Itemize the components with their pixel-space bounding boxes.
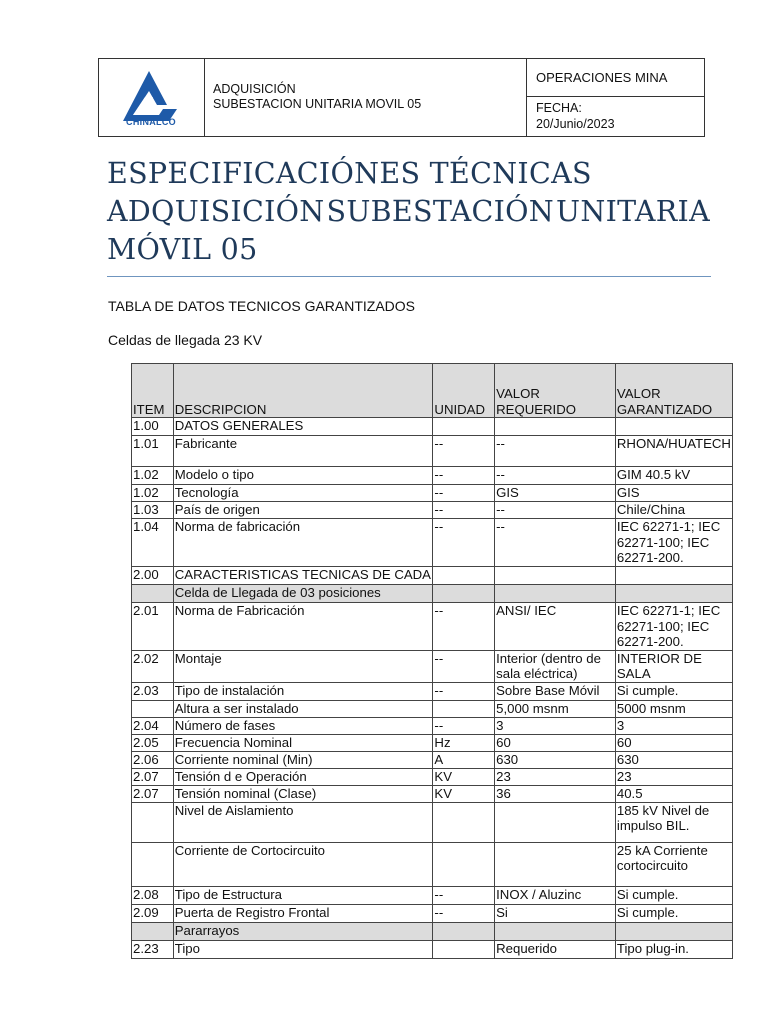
cell-item: 2.08 [132, 886, 174, 904]
table-row [132, 922, 733, 940]
table-row [132, 717, 733, 734]
table-row [132, 418, 733, 436]
cell-item: 1.01 [132, 436, 174, 467]
cell-required: Sobre Base Móvil [495, 682, 616, 700]
title-line1: ESPECIFICACIÓNES TÉCNICAS [107, 157, 592, 190]
cell-item: 1.04 [132, 519, 174, 567]
table-row [132, 751, 733, 768]
cell-guaranteed: INTERIOR DE SALA [615, 650, 732, 682]
cell-guaranteed: GIS [615, 485, 732, 502]
cell-required: -- [495, 467, 616, 485]
cell-guaranteed [615, 418, 732, 436]
cell-description: Norma de Fabricación [173, 603, 433, 651]
cell-item: 2.02 [132, 650, 174, 682]
cell-unit [433, 922, 495, 940]
cell-required: -- [495, 519, 616, 567]
table-row [132, 768, 733, 785]
header-required: VALOR REQUERIDO [495, 364, 616, 418]
cell-unit: A [433, 751, 495, 768]
cell-description: Pararrayos [173, 922, 433, 940]
cell-guaranteed: RHONA/HUATECH [615, 436, 732, 467]
cell-unit [433, 842, 495, 886]
cell-item: 2.07 [132, 768, 174, 785]
cell-guaranteed: Si cumple. [615, 682, 732, 700]
cell-required: 60 [495, 734, 616, 751]
cell-required [495, 418, 616, 436]
cell-unit: Hz [433, 734, 495, 751]
cell-unit [433, 802, 495, 842]
date-value: 20/Junio/2023 [536, 117, 615, 131]
header-guaranteed: VALOR GARANTIZADO [615, 364, 732, 418]
header-line1: ADQUISICIÓN [213, 82, 296, 96]
header-description: DESCRIPCION [173, 364, 433, 418]
cell-unit: KV [433, 785, 495, 802]
cell-required: 3 [495, 717, 616, 734]
cell-guaranteed: IEC 62271-1; IEC 62271-100; IEC 62271-200. [615, 519, 732, 567]
spec-table [131, 363, 733, 959]
cell-unit [433, 585, 495, 603]
date-label: FECHA: [536, 101, 582, 115]
cell-required [495, 802, 616, 842]
cell-item: 2.00 [132, 567, 174, 585]
table-row [132, 436, 733, 467]
cell-description: Tipo de instalación [173, 682, 433, 700]
cell-unit: KV [433, 768, 495, 785]
cell-description: Fabricante [173, 436, 433, 467]
cell-guaranteed: 3 [615, 717, 732, 734]
title-word: ADQUISICIÓN [107, 195, 325, 228]
table-row [132, 519, 733, 567]
title-line2 [107, 193, 710, 231]
cell-unit: -- [433, 717, 495, 734]
header-item: ITEM [132, 364, 174, 418]
header-description [205, 59, 527, 136]
cell-guaranteed [615, 567, 732, 585]
cell-description: Montaje [173, 650, 433, 682]
cell-item: 2.04 [132, 717, 174, 734]
cell-guaranteed: 40.5 [615, 785, 732, 802]
cell-guaranteed: IEC 62271-1; IEC 62271-100; IEC 62271-200. [615, 603, 732, 651]
cell-required: 23 [495, 768, 616, 785]
cell-required: -- [495, 502, 616, 519]
cell-description: Celda de Llegada de 03 posiciones [173, 585, 433, 603]
table-caption: TABLA DE DATOS TECNICOS GARANTIZADOS [108, 298, 416, 314]
table-row [132, 886, 733, 904]
header-department: OPERACIONES MINA [527, 59, 704, 97]
cell-item [132, 922, 174, 940]
cell-unit: -- [433, 485, 495, 502]
cell-item: 1.02 [132, 467, 174, 485]
cell-unit: -- [433, 650, 495, 682]
cell-guaranteed: Chile/China [615, 502, 732, 519]
logo-cell [99, 59, 205, 136]
cell-description: Altura a ser instalado [173, 700, 433, 717]
table-row [132, 700, 733, 717]
cell-description: País de origen [173, 502, 433, 519]
cell-unit: -- [433, 436, 495, 467]
title-word: UNITARIA [556, 195, 710, 228]
document-header [98, 58, 705, 137]
cell-required: Requerido [495, 940, 616, 958]
cell-guaranteed [615, 922, 732, 940]
cell-required [495, 842, 616, 886]
table-row [132, 940, 733, 958]
cell-unit [433, 700, 495, 717]
header-date-cell [527, 97, 704, 136]
cell-guaranteed: 630 [615, 751, 732, 768]
cell-unit [433, 418, 495, 436]
cell-required: Interior (dentro de sala eléctrica) [495, 650, 616, 682]
cell-required: -- [495, 436, 616, 467]
cell-item: 2.23 [132, 940, 174, 958]
table-row [132, 734, 733, 751]
table-row [132, 650, 733, 682]
cell-unit: -- [433, 904, 495, 922]
cell-item: 2.06 [132, 751, 174, 768]
cell-guaranteed: Tipo plug-in. [615, 940, 732, 958]
cell-item: 1.03 [132, 502, 174, 519]
cell-required: ANSI/ IEC [495, 603, 616, 651]
cell-guaranteed: 185 kV Nivel de impulso BIL. [615, 802, 732, 842]
table-row [132, 603, 733, 651]
cell-required [495, 922, 616, 940]
title-line3: MÓVIL 05 [107, 233, 258, 266]
cell-description: Tecnología [173, 485, 433, 502]
cell-required: 630 [495, 751, 616, 768]
cell-description: Corriente nominal (Min) [173, 751, 433, 768]
header-line2: SUBESTACION UNITARIA MOVIL 05 [213, 97, 422, 111]
section-caption: Celdas de llegada 23 KV [108, 332, 263, 348]
table-header-row [132, 364, 733, 418]
table-row [132, 585, 733, 603]
cell-unit: -- [433, 502, 495, 519]
table-row [132, 567, 733, 585]
title-word: SUBESTACIÓN [326, 195, 555, 228]
cell-item: 2.07 [132, 785, 174, 802]
cell-description: Frecuencia Nominal [173, 734, 433, 751]
cell-unit: -- [433, 886, 495, 904]
table-row [132, 502, 733, 519]
cell-description: Tipo de Estructura [173, 886, 433, 904]
table-row [132, 842, 733, 886]
cell-description: DATOS GENERALES [173, 418, 433, 436]
cell-description: Número de fases [173, 717, 433, 734]
document-title [107, 155, 710, 269]
cell-unit: -- [433, 467, 495, 485]
cell-guaranteed: Si cumple. [615, 886, 732, 904]
cell-required: GIS [495, 485, 616, 502]
cell-required: INOX / Aluzinc [495, 886, 616, 904]
logo-text: CHINALCO [126, 117, 176, 127]
cell-guaranteed: 25 kA Corriente cortocircuito [615, 842, 732, 886]
cell-description: Nivel de Aislamiento [173, 802, 433, 842]
cell-guaranteed: 23 [615, 768, 732, 785]
table-row [132, 485, 733, 502]
cell-guaranteed: 60 [615, 734, 732, 751]
cell-required: 36 [495, 785, 616, 802]
title-rule [107, 276, 711, 277]
table-row [132, 682, 733, 700]
cell-guaranteed: 5000 msnm [615, 700, 732, 717]
cell-unit: -- [433, 519, 495, 567]
table-row [132, 904, 733, 922]
cell-guaranteed: Si cumple. [615, 904, 732, 922]
cell-description: Modelo o tipo [173, 467, 433, 485]
table-row [132, 467, 733, 485]
cell-unit [433, 940, 495, 958]
cell-description: Tensión nominal (Clase) [173, 785, 433, 802]
cell-unit [433, 567, 495, 585]
cell-guaranteed [615, 585, 732, 603]
cell-item: 1.00 [132, 418, 174, 436]
cell-description: Tipo [173, 940, 433, 958]
cell-item [132, 700, 174, 717]
table-row [132, 802, 733, 842]
cell-item: 2.03 [132, 682, 174, 700]
header-unit: UNIDAD [433, 364, 495, 418]
cell-description: CARACTERISTICAS TECNICAS DE CADA [173, 567, 433, 585]
cell-required [495, 567, 616, 585]
table-row [132, 785, 733, 802]
cell-item: 2.09 [132, 904, 174, 922]
cell-unit: -- [433, 682, 495, 700]
cell-item [132, 842, 174, 886]
cell-description: Puerta de Registro Frontal [173, 904, 433, 922]
cell-description: Corriente de Cortocircuito [173, 842, 433, 886]
cell-unit: -- [433, 603, 495, 651]
cell-item [132, 802, 174, 842]
cell-required: 5,000 msnm [495, 700, 616, 717]
cell-required [495, 585, 616, 603]
cell-item: 1.02 [132, 485, 174, 502]
cell-item [132, 585, 174, 603]
cell-required: Si [495, 904, 616, 922]
cell-description: Norma de fabricación [173, 519, 433, 567]
cell-item: 2.01 [132, 603, 174, 651]
cell-description: Tensión d e Operación [173, 768, 433, 785]
cell-guaranteed: GIM 40.5 kV [615, 467, 732, 485]
cell-item: 2.05 [132, 734, 174, 751]
